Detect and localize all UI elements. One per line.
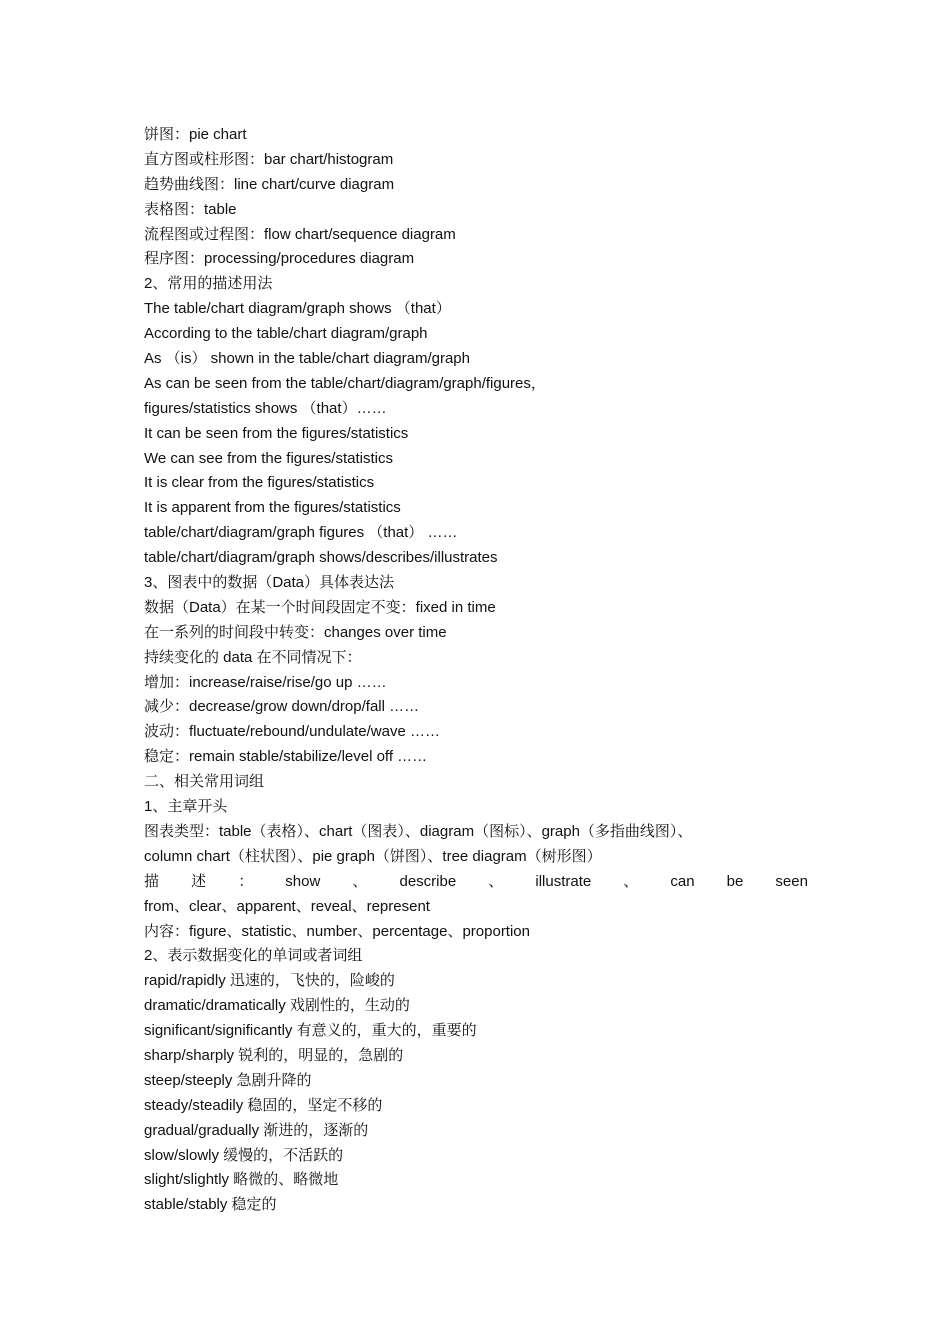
text-line: 持续变化的 data 在不同情况下： [144, 648, 362, 666]
word: 、 [488, 872, 504, 890]
document-body [144, 123, 824, 1218]
text-line: 趋势曲线图：line chart/curve diagram [144, 175, 395, 193]
word: illustrate [535, 872, 592, 890]
text-line: gradual/gradually 渐进的，逐渐的 [144, 1121, 369, 1139]
text-line: 增加：increase/raise/rise/go up …… [144, 673, 387, 691]
justified-text-line [144, 870, 808, 895]
text-line: According to the table/chart diagram/graph [144, 325, 428, 343]
text-line: stable/stably 稳定的 [144, 1196, 277, 1214]
text-line: It is clear from the figures/statistics [144, 474, 375, 492]
text-line: 波动：fluctuate/rebound/undulate/wave …… [144, 723, 440, 741]
section-heading: 二、相关常用词组 [144, 773, 265, 791]
word: 、 [623, 872, 639, 890]
text-line: from、clear、apparent、reveal、represent [144, 897, 430, 915]
text-line: table/chart/diagram/graph shows/describes/illustrates [144, 549, 498, 567]
word: be [726, 872, 744, 890]
text-line: 在一系列的时间段中转变：changes over time [144, 623, 447, 641]
section-heading: 1、主章开头 [144, 798, 228, 816]
text-line: As （is） shown in the table/chart diagram/graph [144, 350, 470, 368]
word: ： [238, 872, 254, 890]
word: seen [775, 872, 808, 890]
text-line: figures/statistics shows （that）…… [144, 399, 387, 417]
text-line: sharp/sharply 锐利的，明显的，急剧的 [144, 1046, 404, 1064]
text-line: 表格图：table [144, 200, 237, 218]
text-line: 内容：figure、statistic、number、percentage、proportion [144, 922, 530, 940]
text-line: rapid/rapidly 迅速的，飞快的，险峻的 [144, 972, 395, 990]
text-line: 程序图：processing/procedures diagram [144, 250, 415, 268]
text-line: It is apparent from the figures/statistics [144, 499, 401, 517]
text-line: dramatic/dramatically 戏剧性的，生动的 [144, 997, 410, 1015]
text-line: steady/steadily 稳固的，坚定不移的 [144, 1096, 383, 1114]
text-line: 流程图或过程图：flow chart/sequence diagram [144, 225, 456, 243]
word: can [670, 872, 695, 890]
text-line: 数据（Data）在某一个时间段固定不变：fixed in time [144, 598, 496, 616]
text-line: 直方图或柱形图：bar chart/histogram [144, 150, 394, 168]
text-line: 饼图：pie chart [144, 126, 247, 143]
text-line: column chart（柱状图）、pie graph（饼图）、tree diagram（树形图） [144, 847, 602, 865]
text-line: 图表类型：table（表格）、chart（图表）、diagram（图标）、graph（多指曲线图）、 [144, 822, 693, 840]
text-line: 减少：decrease/grow down/drop/fall …… [144, 698, 420, 716]
text-line: slow/slowly 缓慢的，不活跃的 [144, 1146, 344, 1164]
text-line: steep/steeply 急剧升降的 [144, 1071, 312, 1089]
section-heading: 2、常用的描述用法 [144, 275, 273, 293]
word: 、 [352, 872, 368, 890]
section-heading: 3、图表中的数据（Data）具体表达法 [144, 574, 395, 592]
section-heading: 2、表示数据变化的单词或者词组 [144, 947, 363, 965]
word: show [285, 872, 321, 890]
word: describe [399, 872, 457, 890]
text-line: significant/significantly 有意义的，重大的，重要的 [144, 1022, 477, 1040]
text-line: slight/slightly 略微的、略微地 [144, 1171, 339, 1189]
word: 描 [144, 872, 160, 890]
text-line: The table/chart diagram/graph shows （that） [144, 300, 451, 318]
text-line: 稳定：remain stable/stabilize/level off …… [144, 748, 428, 766]
word: 述 [191, 872, 207, 890]
text-line: It can be seen from the figures/statistics [144, 424, 409, 442]
text-line: table/chart/diagram/graph figures （that） …… [144, 524, 458, 542]
text-line: As can be seen from the table/chart/diagram/graph/figures， [144, 374, 546, 392]
text-line: We can see from the figures/statistics [144, 449, 393, 467]
